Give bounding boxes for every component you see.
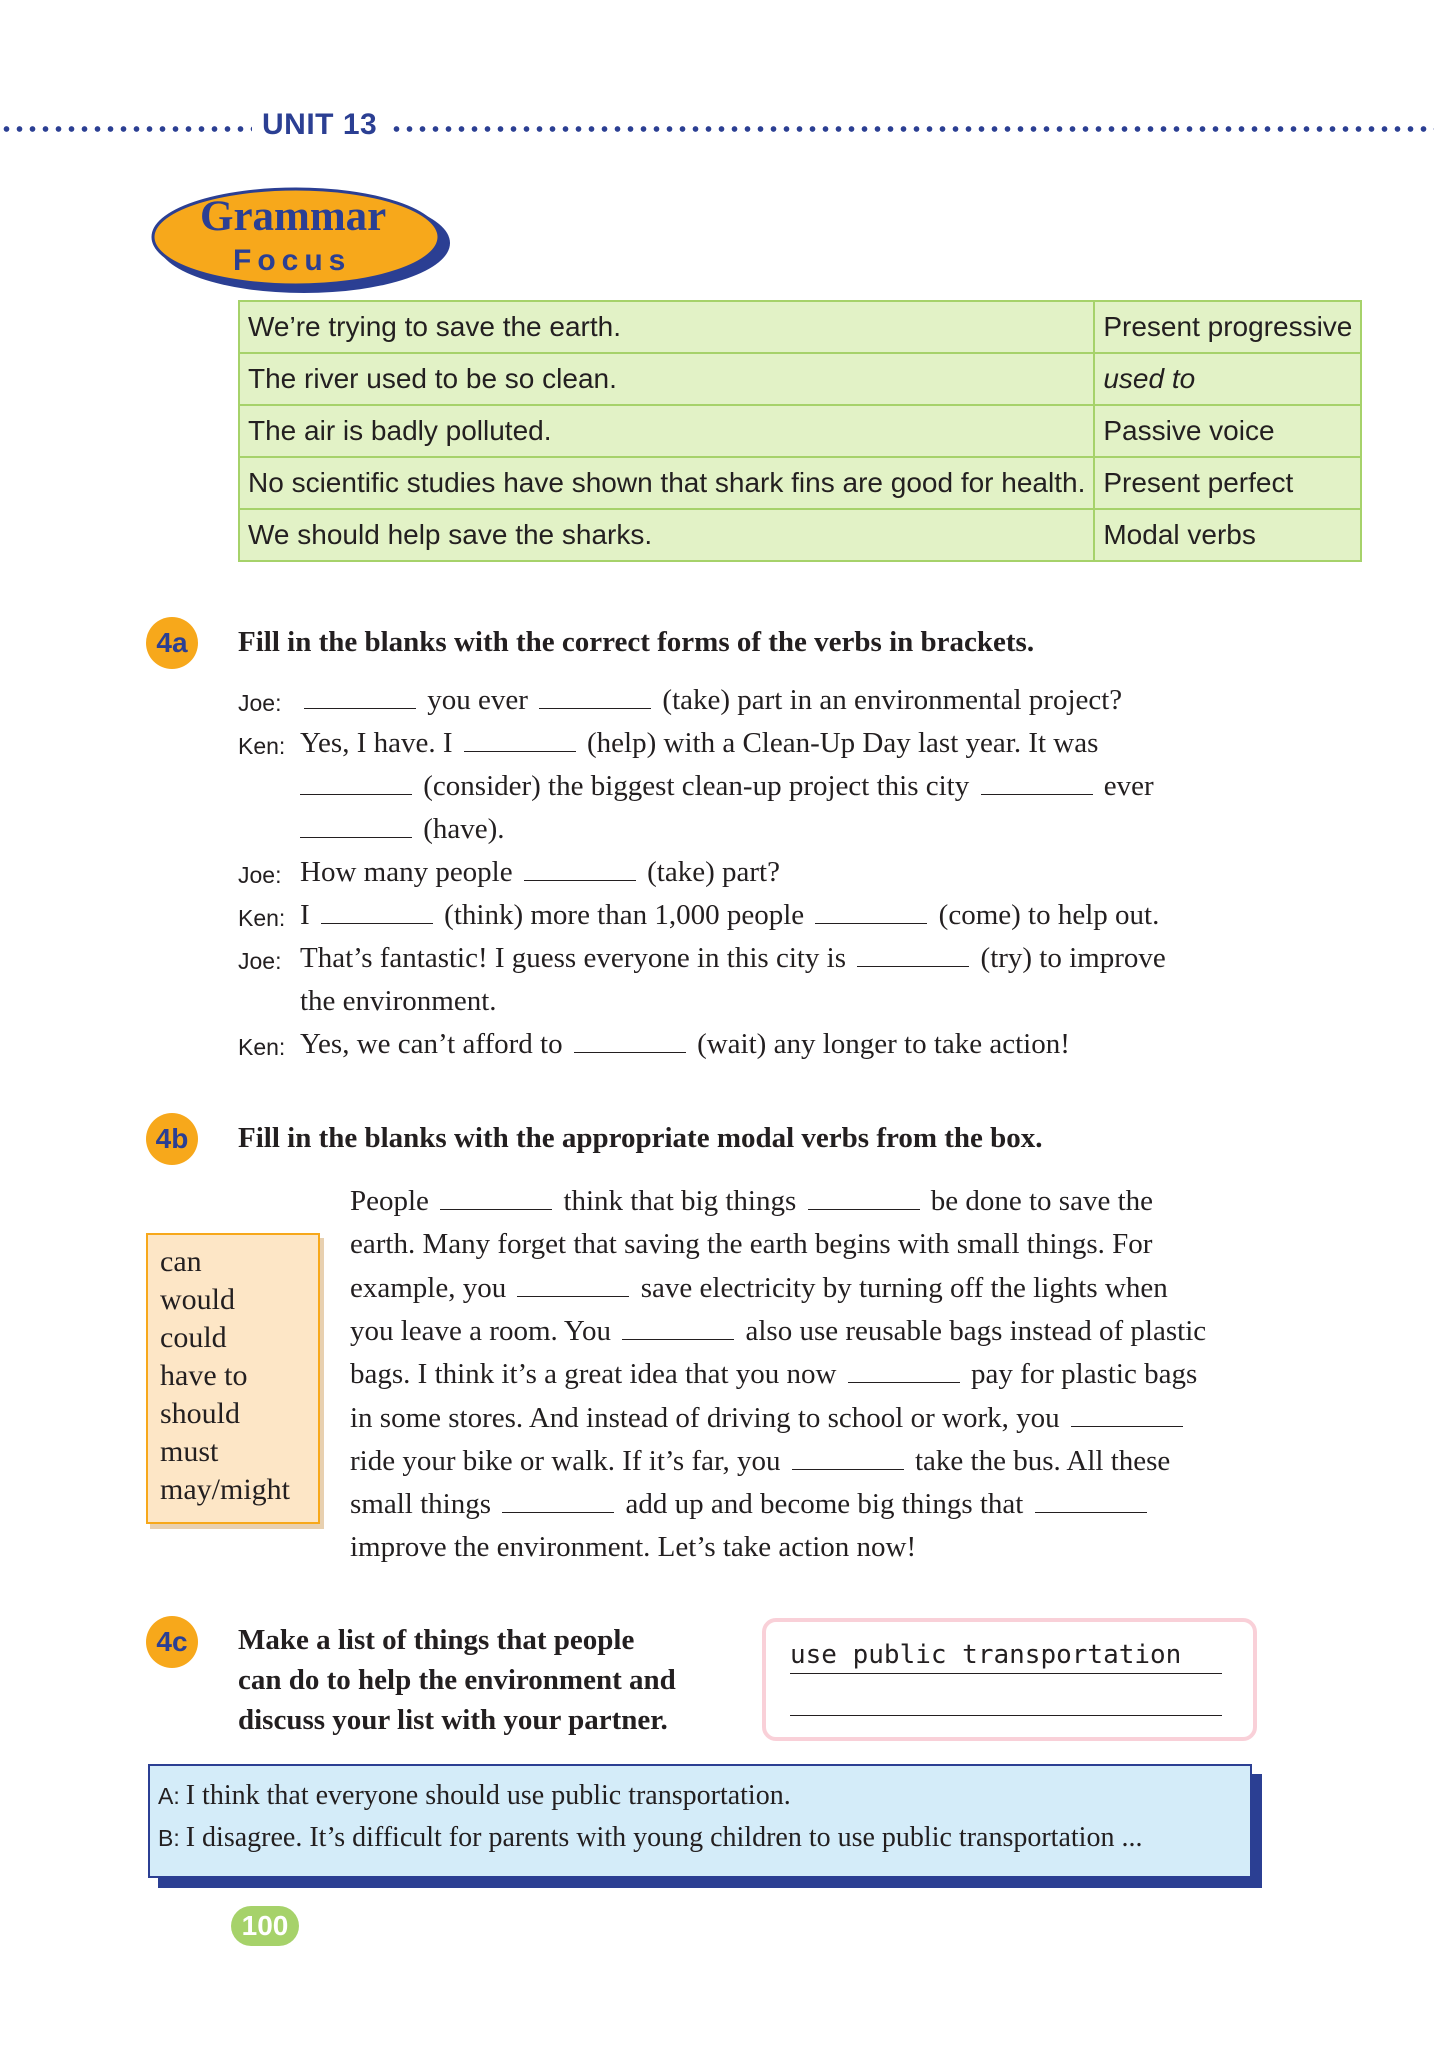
answer-blank[interactable] xyxy=(300,815,412,838)
table-row xyxy=(239,353,1361,405)
answer-blank[interactable] xyxy=(981,772,1093,795)
answer-blank[interactable] xyxy=(539,686,651,709)
paragraph-line: bags. I think it’s a great idea that you now pay for plastic bags xyxy=(350,1358,1198,1390)
table-row xyxy=(239,509,1361,561)
paragraph-line: earth. Many forget that saving the earth begins with small things. For xyxy=(350,1228,1153,1260)
table-row xyxy=(239,457,1361,509)
word-item: should xyxy=(160,1397,241,1430)
word-item: have to xyxy=(160,1359,248,1392)
list-line[interactable] xyxy=(790,1715,1222,1716)
answer-blank[interactable] xyxy=(300,772,412,795)
table-cell-sentence: The air is badly polluted. xyxy=(239,405,1094,457)
exercise-4c-instruction-line: can do to help the environment and xyxy=(238,1664,676,1696)
dialogue-line: That’s fantastic! I guess everyone in this city is (try) to improve xyxy=(300,942,1166,974)
header-dots-right xyxy=(390,125,1434,133)
answer-blank[interactable] xyxy=(502,1490,614,1513)
table-cell-sentence: We should help save the sharks. xyxy=(239,509,1094,561)
answer-blank[interactable] xyxy=(1071,1404,1183,1427)
dialogue-line: (consider) the biggest clean-up project this city ever xyxy=(300,770,1154,803)
word-item: could xyxy=(160,1321,227,1354)
modal-verbs-box xyxy=(146,1233,320,1524)
exercise-4c-instruction-line: Make a list of things that people xyxy=(238,1624,635,1656)
dialogue-line: the environment. xyxy=(300,985,497,1017)
answer-blank[interactable] xyxy=(815,901,927,924)
table-cell-sentence: No scientific studies have shown that shark fins are good for health. xyxy=(239,457,1094,509)
speaker-label: Joe: xyxy=(238,690,282,716)
table-row xyxy=(239,301,1361,353)
dialogue-line: How many people (take) part? xyxy=(300,856,780,888)
table-cell-sentence: We’re trying to save the earth. xyxy=(239,301,1094,353)
header-dots-left xyxy=(0,125,252,133)
grammar-table xyxy=(238,300,1362,562)
exercise-4c-instruction-line: discuss your list with your partner. xyxy=(238,1704,668,1736)
list-box xyxy=(762,1618,1257,1741)
dialogue-line: you ever (take) part in an environmental project? xyxy=(300,684,1122,717)
grammar-focus-subtitle: Focus xyxy=(233,244,352,277)
table-cell-label: used to xyxy=(1094,353,1361,405)
answer-blank[interactable] xyxy=(321,901,433,924)
speaker-label: Joe: xyxy=(238,948,282,974)
table-cell-label: Present perfect xyxy=(1094,457,1361,509)
paragraph-line: example, you save electricity by turning off the lights when xyxy=(350,1272,1168,1304)
answer-blank[interactable] xyxy=(440,1187,552,1210)
page-number: 100 xyxy=(231,1906,299,1946)
answer-blank[interactable] xyxy=(517,1274,629,1297)
answer-blank[interactable] xyxy=(622,1317,734,1340)
answer-blank[interactable] xyxy=(574,1030,686,1053)
table-cell-label: Modal verbs xyxy=(1094,509,1361,561)
table-cell-sentence: The river used to be so clean. xyxy=(239,353,1094,405)
dialogue-line: (have). xyxy=(300,813,505,846)
unit-label: UNIT 13 xyxy=(262,108,378,141)
answer-blank[interactable] xyxy=(1035,1490,1147,1513)
example-line: B: I disagree. It’s difficult for parents with young children to use public transportation ... xyxy=(158,1822,1143,1853)
exercise-4b-instruction: Fill in the blanks with the appropriate modal verbs from the box. xyxy=(238,1122,1043,1154)
word-item: would xyxy=(160,1283,235,1316)
answer-blank[interactable] xyxy=(792,1447,904,1470)
dialogue-line: Yes, we can’t afford to (wait) any longer to take action! xyxy=(300,1028,1070,1060)
paragraph-line: improve the environment. Let’s take action now! xyxy=(350,1531,917,1563)
paragraph-line: you leave a room. You also use reusable bags instead of plastic xyxy=(350,1315,1207,1347)
list-line[interactable] xyxy=(790,1673,1222,1674)
exercise-4a-marker: 4a xyxy=(146,617,198,669)
paragraph-line: ride your bike or walk. If it’s far, you take the bus. All these xyxy=(350,1445,1171,1477)
word-item: may/might xyxy=(160,1473,290,1506)
answer-blank[interactable] xyxy=(304,686,416,709)
table-cell-label: Present progressive xyxy=(1094,301,1361,353)
answer-blank[interactable] xyxy=(857,944,969,967)
example-line: A: I think that everyone should use public transportation. xyxy=(158,1780,791,1811)
dialogue-line: Yes, I have. I (help) with a Clean-Up Day last year. It was xyxy=(300,727,1099,759)
paragraph-line: People think that big things be done to save the xyxy=(350,1185,1154,1217)
word-item: can xyxy=(160,1245,202,1278)
word-item: must xyxy=(160,1435,219,1468)
grammar-focus-title: Grammar xyxy=(200,193,387,240)
paragraph-line: in some stores. And instead of driving to school or work, you xyxy=(350,1402,1187,1435)
answer-blank[interactable] xyxy=(848,1360,960,1383)
answer-blank[interactable] xyxy=(464,729,576,752)
speaker-label: Joe: xyxy=(238,862,282,888)
speaker-label: Ken: xyxy=(238,905,286,931)
exercise-4a-instruction: Fill in the blanks with the correct forms of the verbs in brackets. xyxy=(238,626,1035,658)
speaker-label: Ken: xyxy=(238,1034,286,1060)
table-cell-label: Passive voice xyxy=(1094,405,1361,457)
exercise-4b-marker: 4b xyxy=(146,1113,198,1165)
list-item[interactable]: use public transportation xyxy=(790,1640,1182,1670)
answer-blank[interactable] xyxy=(524,858,636,881)
speaker-label: Ken: xyxy=(238,733,286,759)
table-row xyxy=(239,405,1361,457)
answer-blank[interactable] xyxy=(808,1187,920,1210)
dialogue-line: I (think) more than 1,000 people (come) to help out. xyxy=(300,899,1160,931)
exercise-4c-marker: 4c xyxy=(146,1616,198,1668)
paragraph-line: small things add up and become big things that xyxy=(350,1488,1151,1521)
